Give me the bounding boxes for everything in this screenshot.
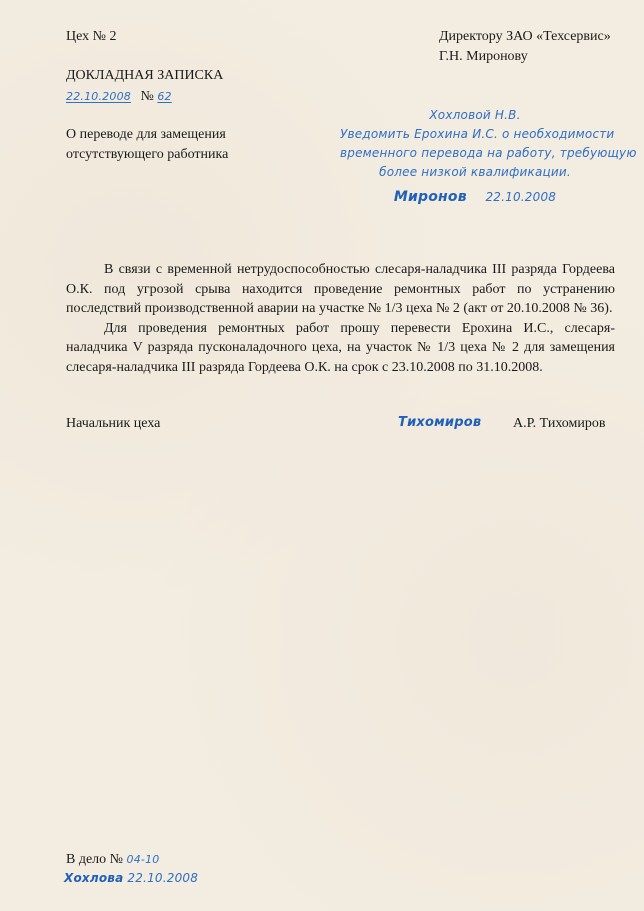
subject-line1: О переводе для замещения — [66, 127, 226, 142]
resolution-line2: Уведомить Ерохина И.С. о необходимости — [340, 127, 615, 141]
doc-number-label: № — [140, 89, 154, 104]
doc-date-number — [66, 87, 172, 107]
file-label: В дело № — [66, 852, 124, 867]
signer-position: Начальник цеха — [66, 416, 161, 431]
executor-date: 22.10.2008 — [127, 871, 199, 885]
department-label: Цех № 2 — [66, 29, 117, 44]
resolution-line1: Хохловой Н.В. — [429, 108, 521, 122]
executor-signature: Хохлова — [64, 871, 124, 885]
signer-signature: Тихомиров — [398, 415, 482, 430]
doc-number: 62 — [157, 90, 172, 103]
subject-line2: отсутствующего работника — [66, 147, 229, 162]
resolution-line3: временного перевода на работу, требующую — [340, 146, 637, 160]
resolution-line4: более низкой квалификации. — [379, 165, 571, 179]
body-text — [66, 260, 615, 377]
file-number: 04-10 — [126, 853, 160, 866]
body-paragraph-1: В связи с временной нетрудоспособностью слесаря-наладчика III разряда Гордеева О.К. под угрозой срыва находится проведение ремонтных работ по устранению последствий производственной аварии на участке № 1/3 цеха № 2 (акт от 20.10.2008 № 36). — [66, 262, 615, 316]
resolution-signature-row — [340, 188, 610, 207]
executor-note — [64, 871, 198, 885]
doc-date: 22.10.2008 — [66, 90, 131, 103]
body-paragraph-2: Для проведения ремонтных работ прошу перевести Ерохина И.С., слесаря-наладчика V разряда пусконаладочного цеха, на участок № 1/3 цеха № 2 для замещения слесаря-наладчика III разряда Гордеева О.К. на срок с 23.10.2008 по 31.10.2008. — [66, 320, 615, 375]
addressee-line1: Директору ЗАО «Техсервис» — [439, 29, 611, 44]
file-note — [66, 850, 160, 870]
resolution-signature: Миронов — [393, 189, 467, 205]
signer-name: А.Р. Тихомиров — [513, 416, 606, 431]
resolution-block — [340, 106, 637, 207]
addressee-line2: Г.Н. Миронову — [439, 49, 528, 64]
resolution-date: 22.10.2008 — [485, 190, 557, 204]
doc-title: ДОКЛАДНАЯ ЗАПИСКА — [66, 68, 224, 83]
